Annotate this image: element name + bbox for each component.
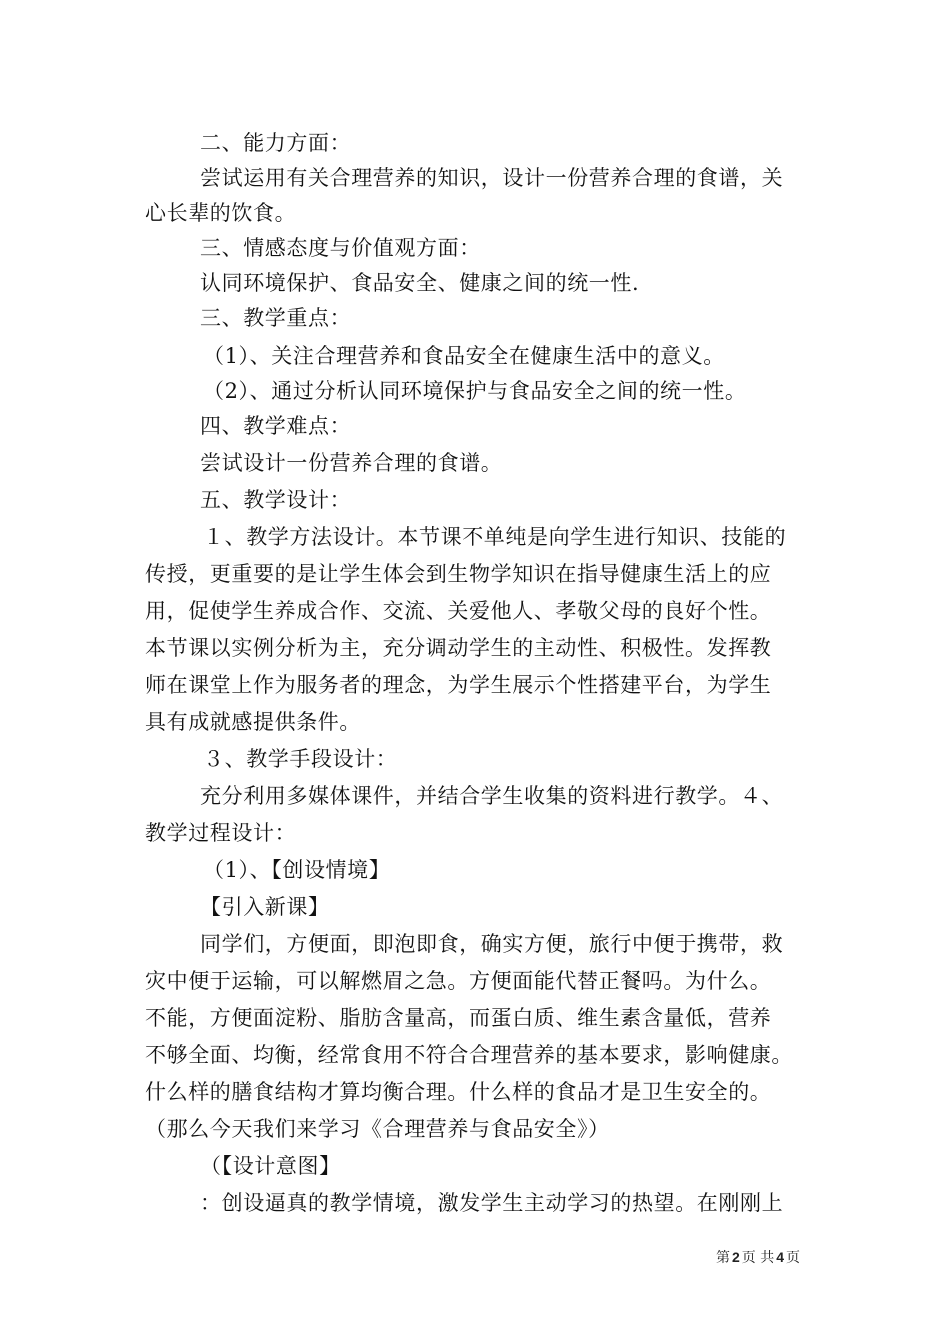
paragraph-line: 教学过程设计： [145,821,297,845]
paragraph-line: １、教学方法设计。本节课不单纯是向学生进行知识、技能的 [203,525,787,549]
paragraph-line: 心长辈的饮食。 [145,201,297,225]
paragraph-line: 不够全面、均衡，经常食用不符合合理营养的基本要求，影响健康。 [145,1043,793,1067]
heading-difficulties: 四、教学难点： [200,414,352,438]
paragraph-line: 同学们，方便面，即泡即食，确实方便，旅行中便于携带，救 [200,932,784,956]
paragraph-line: 灾中便于运输，可以解燃眉之急。方便面能代替正餐吗。为什么。 [145,969,772,993]
paragraph-line: 不能，方便面淀粉、脂肪含量高，而蛋白质、维生素含量低，营养 [145,1006,772,1030]
paragraph-line: 师在课堂上作为服务者的理念，为学生展示个性搭建平台，为学生 [145,673,772,697]
paragraph-line: 具有成就感提供条件。 [145,710,361,734]
paragraph-line: 充分利用多媒体课件，并结合学生收集的资料进行教学。４、 [200,784,784,808]
paragraph-line: 什么样的膳食结构才算均衡合理。什么样的食品才是卫生安全的。 [145,1080,772,1104]
paragraph-line: 用，促使学生养成合作、交流、关爱他人、孝敬父母的良好个性。 [145,599,772,623]
heading-key-points: 三、教学重点： [200,306,352,330]
list-item: （2）、通过分析认同环境保护与食品安全之间的统一性。 [203,379,747,403]
heading-intro: 【引入新课】 [200,895,330,919]
footer-prefix: 第 [716,1250,730,1266]
heading-attitude: 三、情感态度与价值观方面： [200,236,481,260]
list-item: （1）、关注合理营养和食品安全在健康生活中的意义。 [203,344,725,368]
footer-middle: 页 共 [741,1250,775,1266]
footer-suffix: 页 [786,1250,801,1266]
heading-design: 五、教学设计： [200,488,352,512]
paragraph-line: 传授，更重要的是让学生体会到生物学知识在指导健康生活上的应 [145,562,772,586]
paragraph-line: 本节课以实例分析为主，充分调动学生的主动性、积极性。发挥教 [145,636,772,660]
page-footer [716,1248,800,1267]
paragraph-line: ：创设逼真的教学情境，激发学生主动学习的热望。在刚刚上 [200,1191,784,1215]
list-item: （1）、【创设情境】 [203,858,391,882]
heading-ability: 二、能力方面： [200,131,352,155]
paragraph-line: 认同环境保护、食品安全、健康之间的统一性. [200,271,640,295]
heading-design-intent: （【设计意图】 [200,1154,341,1178]
heading-means: ３、教学手段设计： [203,747,398,771]
current-page-number: 2 [732,1249,740,1265]
paragraph-line: （那么今天我们来学习《合理营养与食品安全》） [145,1117,610,1141]
paragraph-line: 尝试运用有关合理营养的知识，设计一份营养合理的食谱，关 [200,166,784,190]
total-page-number: 4 [776,1249,785,1265]
paragraph-line: 尝试设计一份营养合理的食谱。 [200,451,503,475]
